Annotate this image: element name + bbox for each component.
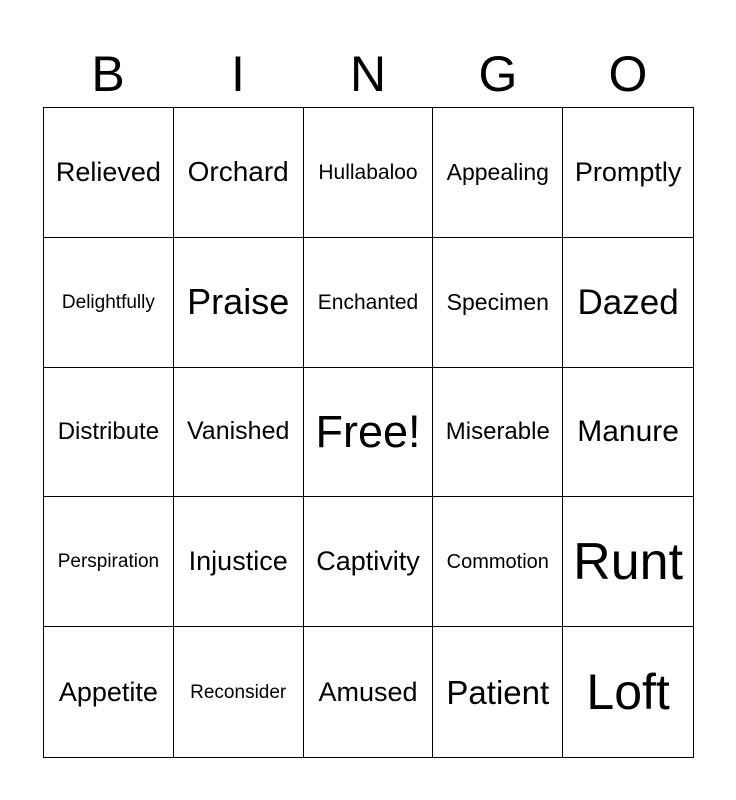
bingo-cell-n-4[interactable]: Captivity: [304, 497, 434, 627]
bingo-cell-i-3[interactable]: Vanished: [174, 368, 304, 498]
bingo-cell-o-3[interactable]: Manure: [563, 368, 693, 498]
bingo-cell-g-5[interactable]: Patient: [433, 627, 563, 757]
bingo-cell-g-4[interactable]: Commotion: [433, 497, 563, 627]
bingo-cell-n-5[interactable]: Amused: [304, 627, 434, 757]
bingo-cell-o-5[interactable]: Loft: [586, 664, 670, 721]
bingo-board: [43, 107, 694, 758]
bingo-cell-n-2[interactable]: Enchanted: [304, 238, 434, 368]
bingo-cell-g-1[interactable]: Appealing: [433, 108, 563, 238]
header-letter-i: I: [231, 46, 245, 102]
bingo-cell-i-5[interactable]: Reconsider: [174, 627, 304, 757]
bingo-cell-b-4[interactable]: Perspiration: [44, 497, 174, 627]
bingo-cell-o-4[interactable]: Runt: [563, 497, 693, 627]
bingo-cell-b-5[interactable]: Appetite: [44, 627, 174, 757]
header-letter-n: N: [349, 46, 387, 102]
bingo-cell-n-1[interactable]: Hullabaloo: [304, 108, 434, 238]
bingo-cell-o-2[interactable]: Dazed: [563, 238, 693, 368]
bingo-cell-i-2[interactable]: Praise: [174, 238, 304, 368]
bingo-cell-b-1[interactable]: Relieved: [44, 108, 174, 238]
header-letter-b: B: [91, 46, 125, 102]
bingo-cell-b-2[interactable]: Delightfully: [44, 238, 174, 368]
bingo-cell-o-1[interactable]: Promptly: [563, 108, 693, 238]
bingo-cell-i-1[interactable]: Orchard: [174, 108, 304, 238]
header-letter-g: G: [478, 46, 518, 102]
header-letter-o: O: [608, 46, 648, 102]
bingo-cell-g-3[interactable]: Miserable: [433, 368, 563, 498]
bingo-cell-g-2[interactable]: Specimen: [433, 238, 563, 368]
bingo-cell-i-4[interactable]: Injustice: [174, 497, 304, 627]
bingo-cell-n-3[interactable]: Free!: [304, 368, 434, 498]
bingo-cell-b-3[interactable]: Distribute: [44, 368, 174, 498]
bingo-header: [43, 40, 693, 108]
